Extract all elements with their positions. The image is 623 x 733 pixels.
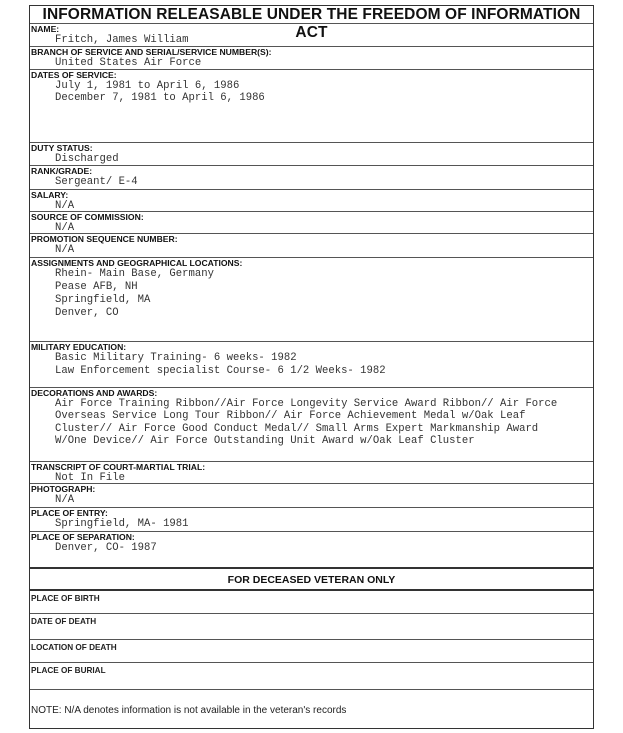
field-salary xyxy=(30,189,593,211)
field-duty-status xyxy=(30,142,593,165)
field-value: Denver, CO xyxy=(55,307,119,319)
note-text: NOTE: N/A denotes information is not available in the veteran's records xyxy=(31,705,347,716)
field-label: ASSIGNMENTS AND GEOGRAPHICAL LOCATIONS: xyxy=(31,258,243,268)
foia-form xyxy=(29,5,594,729)
field-label: DUTY STATUS: xyxy=(31,143,93,153)
field-name xyxy=(30,23,593,46)
field-label: BRANCH OF SERVICE AND SERIAL/SERVICE NUMBER(S): xyxy=(31,47,272,57)
field-decorations xyxy=(30,387,593,461)
field-assignments xyxy=(30,257,593,341)
deceased-header: FOR DECEASED VETERAN ONLY xyxy=(227,574,396,586)
field-value: Springfield, MA- 1981 xyxy=(55,518,189,530)
field-photograph xyxy=(30,483,593,507)
field-value: N/A xyxy=(55,244,75,256)
field-value: Air Force Training Ribbon//Air Force Longevity Service Award Ribbon// Air Force Overseas Service Long Tour Ribbon// Air Force Achievement Medal w/Oak Leaf Cluster// Air Force Good Conduct Medal// Small Arms Expert Markmanship Award W/One Device// Air Force Outstanding Unit Award w/Oak Leaf Cluster xyxy=(55,398,558,447)
field-value: N/A xyxy=(55,494,75,506)
field-dates-of-service xyxy=(30,69,593,142)
field-value: Fritch, James William xyxy=(55,34,189,46)
field-value: July 1, 1981 to April 6, 1986 xyxy=(55,80,240,92)
field-branch xyxy=(30,46,593,69)
field-label: RANK/GRADE: xyxy=(31,166,93,176)
field-value: N/A xyxy=(55,200,75,212)
field-label: DATE OF DEATH xyxy=(31,617,97,626)
form-title: INFORMATION RELEASABLE UNDER THE FREEDOM OF INFORMATION ACT xyxy=(42,6,581,41)
field-court-martial xyxy=(30,461,593,483)
field-label: DATES OF SERVICE: xyxy=(31,70,117,80)
field-value: Sergeant/ E-4 xyxy=(55,176,138,188)
field-place-of-burial xyxy=(30,662,593,689)
field-label: PHOTOGRAPH: xyxy=(31,484,96,494)
field-label: LOCATION OF DEATH xyxy=(31,643,117,652)
note-section xyxy=(30,689,593,729)
field-label: MILITARY EDUCATION: xyxy=(31,342,127,352)
field-label: PLACE OF BURIAL xyxy=(31,666,106,675)
field-value: Basic Military Training- 6 weeks- 1982 xyxy=(55,352,297,364)
field-value: Discharged xyxy=(55,153,119,165)
field-location-of-death xyxy=(30,639,593,662)
field-value: United States Air Force xyxy=(55,57,202,69)
field-label: PLACE OF ENTRY: xyxy=(31,508,108,518)
field-label: NAME: xyxy=(31,24,60,34)
field-date-of-death xyxy=(30,613,593,639)
field-label: SOURCE OF COMMISSION: xyxy=(31,212,144,222)
field-place-of-birth xyxy=(30,589,593,613)
deceased-section-header xyxy=(30,567,593,589)
field-label: PLACE OF SEPARATION: xyxy=(31,532,135,542)
field-value: Pease AFB, NH xyxy=(55,281,138,293)
field-value: December 7, 1981 to April 6, 1986 xyxy=(55,92,265,104)
field-place-of-entry xyxy=(30,507,593,531)
field-value: Not In File xyxy=(55,472,125,484)
field-value: Springfield, MA xyxy=(55,294,151,306)
field-label: TRANSCRIPT OF COURT-MARTIAL TRIAL: xyxy=(31,462,206,472)
field-promotion-sequence-number xyxy=(30,233,593,257)
field-military-education xyxy=(30,341,593,387)
field-source-of-commission xyxy=(30,211,593,233)
field-label: SALARY: xyxy=(31,190,69,200)
field-value: Denver, CO- 1987 xyxy=(55,542,157,554)
field-label: PLACE OF BIRTH xyxy=(31,594,100,603)
field-value: N/A xyxy=(55,222,75,234)
field-place-of-separation xyxy=(30,531,593,567)
field-value: Rhein- Main Base, Germany xyxy=(55,268,214,280)
field-rank-grade xyxy=(30,165,593,189)
field-label: DECORATIONS AND AWARDS: xyxy=(31,388,158,398)
field-label: PROMOTION SEQUENCE NUMBER: xyxy=(31,234,178,244)
field-value: Law Enforcement specialist Course- 6 1/2 Weeks- 1982 xyxy=(55,365,386,377)
